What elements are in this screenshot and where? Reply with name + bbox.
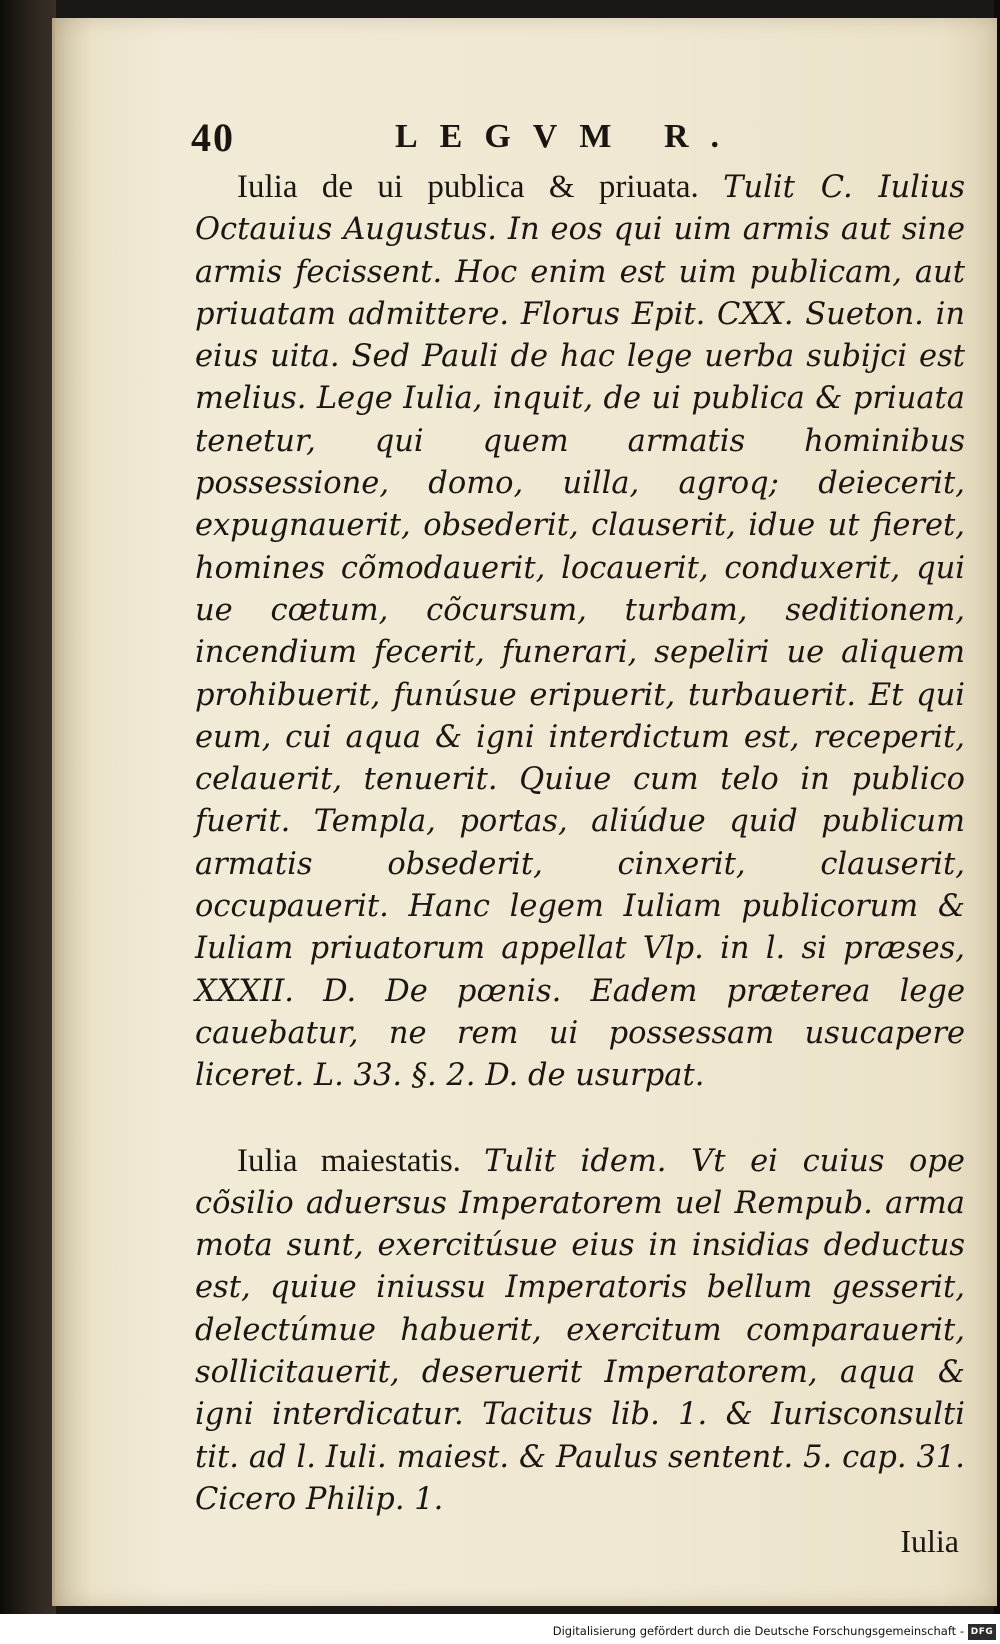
- entry-heading: Iulia maiestatis.: [237, 1142, 485, 1179]
- dfg-logo: DFG: [968, 1624, 996, 1640]
- law-entry: [195, 166, 965, 1098]
- page-text-block: [191, 114, 965, 1560]
- page-number: 40: [191, 115, 235, 160]
- funding-credit: Digitalisierung gefördert durch die Deutsche Forschungsgemeinschaft -: [552, 1624, 964, 1638]
- catchword: Iulia: [900, 1523, 959, 1560]
- entry-body: Tulit C. Iulius Octauius Augustus. In eos qui uim armis aut sine armis fecissent. Hoc enim est uim publicam, aut priuatam admittere. Florus Epit. CXX. Sueton. in eius uita. Sed Pauli de hac lege uerba subijci est melius. Lege Iulia, inquit, de ui publica & priuata tenetur, qui quem armatis hominibus possessione, domo, uilla, agroq; deiecerit, expugnauerit, obsederit, clauserit, idue ut fieret, homines cõmodauerit, locauerit, conduxerit, qui ue cœtum, cõcursum, turbam, seditionem, incendium fecerit, funerari, sepeliri ue aliquem prohibuerit, funúsue eripuerit, turbauerit. Et qui eum, cui aqua & igni interdictum est, receperit, celauerit, tenuerit. Quiue cum telo in publico fuerit. Templa, portas, aliúdue quid publicum armatis obsederit, cinxerit, clauserit, occupauerit. Hanc legem Iuliam publicorum & Iuliam priuatorum appellat Vlp. in l. si præses, XXXII. D. De pœnis. Eadem præterea lege cauebatur, ne rem ui possessam usucapere liceret. L. 33. §. 2. D. de usurpat.: [195, 170, 965, 1094]
- entry-heading: Iulia de ui publica & priuata.: [237, 169, 724, 205]
- entry-body: Tulit idem. Vt ei cuius ope cõsilio aduersus Imperatorem uel Rempub. arma mota sunt, exercitúsue eius in insidias deductus est, quiue iniussu Imperatoris bellum gesserit, delectúmue habuerit, exercitum comparauerit, sollicitauerit, deseruerit Imperatorem, aqua & igni interdicatur. Tacitus lib. 1. & Iurisconsulti tit. ad l. Iuli. maiest. & Paulus sentent. 5. cap. 31. Cicero Philip. 1.: [195, 1143, 965, 1517]
- footer-bar: [0, 1614, 1000, 1644]
- book-page: [52, 18, 997, 1606]
- law-entry: [195, 1140, 965, 1522]
- book-fore-edge: [0, 0, 56, 1644]
- running-title: LEGVM R.: [395, 118, 741, 155]
- page-header: [191, 114, 965, 166]
